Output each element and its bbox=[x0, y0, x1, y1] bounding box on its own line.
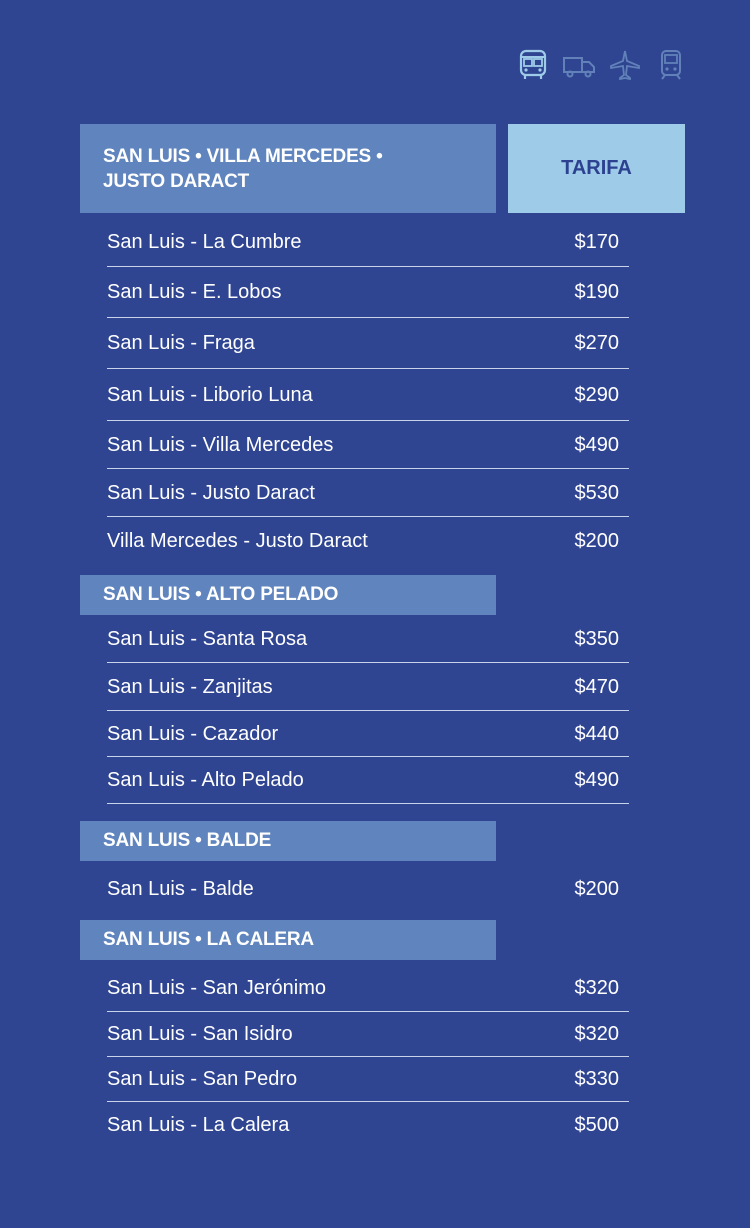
fare-row bbox=[107, 617, 629, 663]
tariff-label: TARIFA bbox=[561, 157, 632, 179]
route-name: San Luis - Justo Daract bbox=[107, 481, 315, 504]
route-price: $490 bbox=[574, 433, 619, 456]
transport-icons bbox=[516, 48, 688, 82]
route-name: San Luis - La Cumbre bbox=[107, 230, 302, 253]
fare-row bbox=[107, 1058, 629, 1102]
route-name: San Luis - Alto Pelado bbox=[107, 769, 304, 791]
fare-row bbox=[107, 966, 629, 1012]
fare-row bbox=[107, 318, 629, 369]
route-name: San Luis - Villa Mercedes bbox=[107, 433, 334, 456]
route-price: $530 bbox=[574, 481, 619, 504]
fare-row bbox=[107, 1103, 629, 1147]
route-price: $330 bbox=[574, 1068, 619, 1090]
route-name: San Luis - Santa Rosa bbox=[107, 628, 308, 650]
fare-row bbox=[107, 664, 629, 711]
route-price: $320 bbox=[574, 977, 619, 999]
section-title: SAN LUIS • BALDE bbox=[103, 830, 272, 851]
route-name: San Luis - Liborio Luna bbox=[107, 383, 313, 406]
route-name: San Luis - San Isidro bbox=[107, 1023, 293, 1045]
fare-row bbox=[107, 1013, 629, 1057]
section-header-balde bbox=[80, 821, 496, 861]
route-price: $170 bbox=[574, 230, 619, 253]
route-price: $470 bbox=[574, 675, 619, 698]
truck-icon bbox=[562, 48, 596, 82]
route-name: San Luis - La Calera bbox=[107, 1113, 290, 1136]
fare-row bbox=[107, 218, 629, 267]
route-price: $350 bbox=[574, 628, 619, 650]
fare-row bbox=[107, 470, 629, 517]
section-header-la-calera bbox=[80, 920, 496, 960]
section-header-alto-pelado bbox=[80, 575, 496, 615]
airplane-icon bbox=[608, 48, 642, 82]
route-price: $190 bbox=[574, 281, 619, 303]
fare-row bbox=[107, 712, 629, 757]
fare-row bbox=[107, 866, 629, 912]
route-price: $500 bbox=[574, 1113, 619, 1136]
route-name: San Luis - E. Lobos bbox=[107, 281, 282, 303]
section-title: SAN LUIS • LA CALERA bbox=[103, 929, 314, 950]
route-name: Villa Mercedes - Justo Daract bbox=[107, 529, 368, 552]
route-price: $270 bbox=[574, 331, 619, 354]
route-price: $320 bbox=[574, 1023, 619, 1045]
fare-row bbox=[107, 370, 629, 421]
route-price: $290 bbox=[574, 383, 619, 406]
route-price: $200 bbox=[574, 877, 619, 900]
section-header-villa-mercedes bbox=[80, 124, 496, 213]
tariff-header bbox=[508, 124, 685, 213]
route-price: $440 bbox=[574, 722, 619, 745]
train-icon bbox=[654, 48, 688, 82]
route-price: $490 bbox=[574, 769, 619, 791]
fare-row bbox=[107, 422, 629, 469]
route-name: San Luis - Balde bbox=[107, 877, 254, 900]
fare-row bbox=[107, 758, 629, 804]
route-name: San Luis - Fraga bbox=[107, 331, 255, 354]
route-price: $200 bbox=[574, 529, 619, 552]
bus-icon bbox=[516, 48, 550, 82]
fare-row bbox=[107, 268, 629, 318]
route-name: San Luis - San Jerónimo bbox=[107, 977, 327, 999]
route-name: San Luis - Zanjitas bbox=[107, 675, 273, 698]
route-name: San Luis - San Pedro bbox=[107, 1068, 298, 1090]
route-name: San Luis - Cazador bbox=[107, 722, 279, 745]
fare-row bbox=[107, 518, 629, 564]
section-title: SAN LUIS • VILLA MERCEDES • JUSTO DARACT bbox=[103, 145, 383, 192]
section-title: SAN LUIS • ALTO PELADO bbox=[103, 584, 339, 605]
